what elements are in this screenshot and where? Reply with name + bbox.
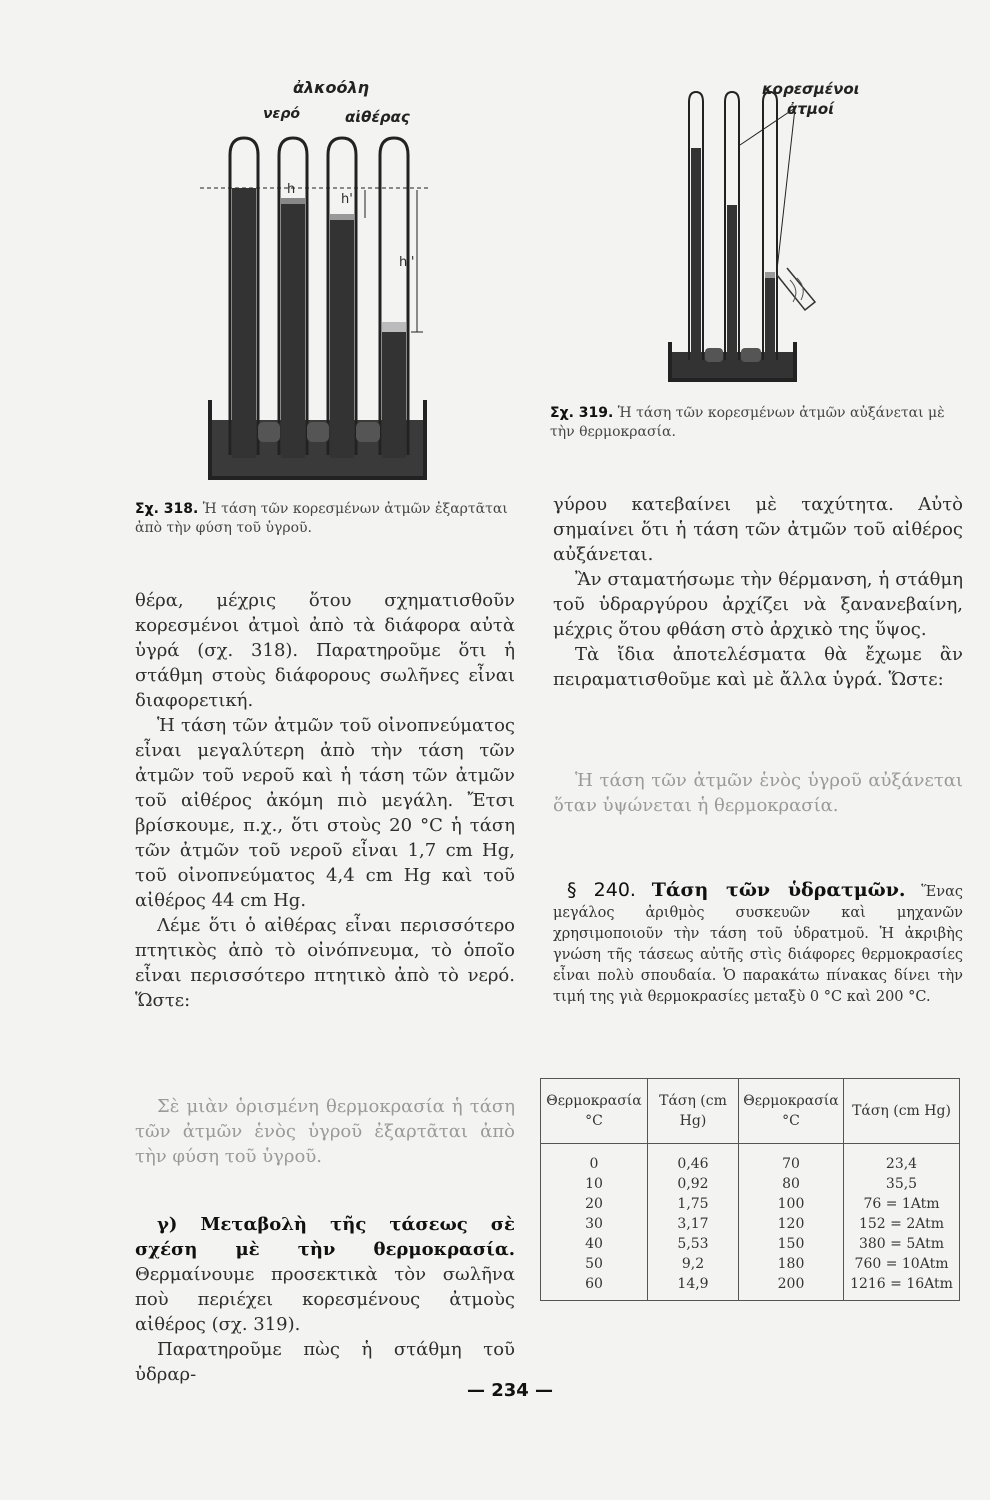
label-h: h bbox=[287, 182, 296, 197]
left-column-bottom bbox=[135, 1212, 515, 1387]
label-h-prime: h' bbox=[341, 192, 353, 207]
table-cell: 10 bbox=[541, 1174, 648, 1194]
left-paragraph-3: Λέμε ὅτι ὁ αἰθέρας εἶναι περισσότερο πτητικὸς ἀπὸ τὸ οἰνόπνευμα, τὸ ὁποῖο εἶναι περισσότερο πτητικὸ ἀπὸ τὸ νερό. Ὥστε: bbox=[135, 915, 515, 1011]
table-cell: 80 bbox=[739, 1174, 844, 1194]
table-cell: 23,4 bbox=[844, 1144, 960, 1175]
table-cell: 50 bbox=[541, 1254, 648, 1274]
table-cell: 30 bbox=[541, 1214, 648, 1234]
table-row bbox=[541, 1254, 960, 1274]
table-row bbox=[541, 1144, 960, 1175]
label-ether: αἰθέρας bbox=[345, 108, 410, 126]
label-h-double-prime: h'' bbox=[399, 255, 415, 270]
right-paragraph-1: γύρου κατεβαίνει μὲ ταχύτητα. Αὐτὸ σημαίνει ὅτι ἡ τάση τῶν ἀτμῶν τοῦ αἰθέρος αὐξάνεται. bbox=[553, 494, 963, 565]
subsection-heading: γ) Μεταβολὴ τῆς τάσεως σὲ σχέση μὲ τὴν θερμοκρασία. bbox=[135, 1214, 515, 1260]
table-cell: 180 bbox=[739, 1254, 844, 1274]
table-cell: 150 bbox=[739, 1234, 844, 1254]
table-row bbox=[541, 1274, 960, 1301]
right-paragraph-3: Τὰ ἴδια ἀποτελέσματα θὰ ἔχωμε ἂν πειραματισθοῦμε καὶ μὲ ἄλλα ὑγρά. Ὥστε: bbox=[553, 644, 963, 690]
figure-318 bbox=[195, 60, 445, 490]
figure-318-caption-text: Ἡ τάση τῶν κορεσμένων ἀτμῶν ἐξαρτᾶται ἀπὸ τὴν φύση τοῦ ὑγροῦ. bbox=[135, 501, 508, 536]
vapor-pressure-table-wrap bbox=[540, 1078, 960, 1301]
figure-319-drawing bbox=[665, 80, 865, 385]
label-water: νερό bbox=[263, 106, 300, 122]
table-cell: 60 bbox=[541, 1274, 648, 1301]
table-cell: 20 bbox=[541, 1194, 648, 1214]
page-number: — 234 — bbox=[466, 1380, 554, 1401]
table-cell: 380 = 5Atm bbox=[844, 1234, 960, 1254]
figure-319-caption bbox=[550, 404, 970, 442]
left-paragraph-4: Θερμαίνουμε προσεκτικὰ τὸν σωλῆνα ποὺ περιέχει κορεσμένους ἀτμοὺς αἰθέρος (σχ. 319). bbox=[135, 1264, 515, 1335]
table-row bbox=[541, 1194, 960, 1214]
left-paragraph-1: θέρα, μέχρις ὅτου σχηματισθοῦν κορεσμένοι ἀτμοὶ ἀπὸ τὰ διάφορα αὐτὰ ὑγρά (σχ. 318). Παρατηροῦμε ὅτι ἡ στάθμη στοὺς διάφορους σωλῆνες εἶναι διαφορετική. bbox=[135, 590, 515, 711]
table-cell: 3,17 bbox=[648, 1214, 739, 1234]
label-saturated-1: κορεσμένοι bbox=[762, 80, 860, 98]
table-header-temp-2: Θερμοκρασία °C bbox=[739, 1079, 844, 1144]
section-text: Ἕνας μεγάλος ἀριθμὸς συσκευῶν καὶ μηχανῶν χρησιμοποιοῦν τὴν τάση τοῦ ὑδρατμοῦ. Ἡ ἀκριβὴς γνώση τῆς τάσεως αὐτῆς στὶς διάφορες θερμοκρασίες εἶναι πολὺ σπουδαία. Ὁ παρακάτω πίνακας δίνει τὴν τιμή της γιὰ θερμοκρασίες μεταξὺ 0 °C καὶ 200 °C. bbox=[553, 884, 963, 1005]
table-header-pressure-2: Τάση (cm Hg) bbox=[844, 1079, 960, 1144]
table-cell: 1,75 bbox=[648, 1194, 739, 1214]
table-cell: 70 bbox=[739, 1144, 844, 1175]
section-240 bbox=[553, 880, 963, 1008]
table-row bbox=[541, 1174, 960, 1194]
table-cell: 9,2 bbox=[648, 1254, 739, 1274]
label-saturated-2: ἀτμοί bbox=[787, 100, 835, 118]
table-row bbox=[541, 1234, 960, 1254]
table-cell: 152 = 2Atm bbox=[844, 1214, 960, 1234]
table-cell: 76 = 1Atm bbox=[844, 1194, 960, 1214]
label-alcohol: ἀλκοόλη bbox=[293, 78, 369, 97]
left-paragraph-5: Παρατηροῦμε πὼς ἡ στάθμη τοῦ ὑδραρ- bbox=[135, 1339, 515, 1385]
table-cell: 100 bbox=[739, 1194, 844, 1214]
table-cell: 40 bbox=[541, 1234, 648, 1254]
table-cell: 760 = 10Atm bbox=[844, 1254, 960, 1274]
left-rule-statement: Σὲ μιὰν ὁρισμένη θερμοκρασία ἡ τάση τῶν ἀτμῶν ἑνὸς ὑγροῦ ἐξαρτᾶται ἀπὸ τὴν φύση τοῦ ὑγροῦ. bbox=[135, 1096, 515, 1167]
left-column bbox=[135, 588, 515, 1013]
table-cell: 0 bbox=[541, 1144, 648, 1175]
table-header-temp-1: Θερμοκρασία °C bbox=[541, 1079, 648, 1144]
right-rule-statement: Ἡ τάση τῶν ἀτμῶν ἑνὸς ὑγροῦ αὐξάνεται ὅταν ὑψώνεται ἡ θερμοκρασία. bbox=[553, 770, 963, 816]
section-title: Τάση τῶν ὑδρατμῶν. bbox=[651, 879, 906, 901]
table-cell: 200 bbox=[739, 1274, 844, 1301]
vapor-pressure-table bbox=[540, 1078, 960, 1301]
figure-319-caption-text: Ἡ τάση τῶν κορεσμένων ἀτμῶν αὐξάνεται μὲ τὴν θερμοκρασία. bbox=[550, 405, 945, 440]
table-cell: 14,9 bbox=[648, 1274, 739, 1301]
figure-319-number: Σχ. 319. bbox=[550, 405, 614, 421]
table-cell: 35,5 bbox=[844, 1174, 960, 1194]
table-cell: 0,92 bbox=[648, 1174, 739, 1194]
table-cell: 120 bbox=[739, 1214, 844, 1234]
figure-318-caption bbox=[135, 500, 513, 538]
figure-319 bbox=[665, 80, 865, 385]
table-row bbox=[541, 1214, 960, 1234]
table-cell: 5,53 bbox=[648, 1234, 739, 1254]
table-header-pressure-1: Τάση (cm Hg) bbox=[648, 1079, 739, 1144]
section-number: § 240. bbox=[567, 879, 636, 901]
right-paragraph-2: Ἂν σταματήσωμε τὴν θέρμανση, ἡ στάθμη τοῦ ὑδραργύρου ἀρχίζει νὰ ξανανεβαίνη, μέχρις ὅτου φθάση στὸ ἀρχικὸ της ὕψος. bbox=[553, 569, 963, 640]
right-column bbox=[553, 492, 963, 692]
table-cell: 0,46 bbox=[648, 1144, 739, 1175]
table-cell: 1216 = 16Atm bbox=[844, 1274, 960, 1301]
left-paragraph-2: Ἡ τάση τῶν ἀτμῶν τοῦ οἰνοπνεύματος εἶναι μεγαλύτερη ἀπὸ τὴν τάση τῶν ἀτμῶν τοῦ νεροῦ καὶ ἡ τάση τῶν ἀτμῶν τοῦ αἰθέρος ἀκόμη πιὸ μεγάλη. Ἔτσι βρίσκουμε, π.χ., ὅτι στοὺς 20 °C ἡ τάση τῶν ἀτμῶν τοῦ νεροῦ εἶναι 1,7 cm Hg, τοῦ οἰνοπνεύματος 4,4 cm Hg καὶ τοῦ αἰθέρος 44 cm Hg. bbox=[135, 715, 515, 911]
figure-318-number: Σχ. 318. bbox=[135, 501, 199, 517]
